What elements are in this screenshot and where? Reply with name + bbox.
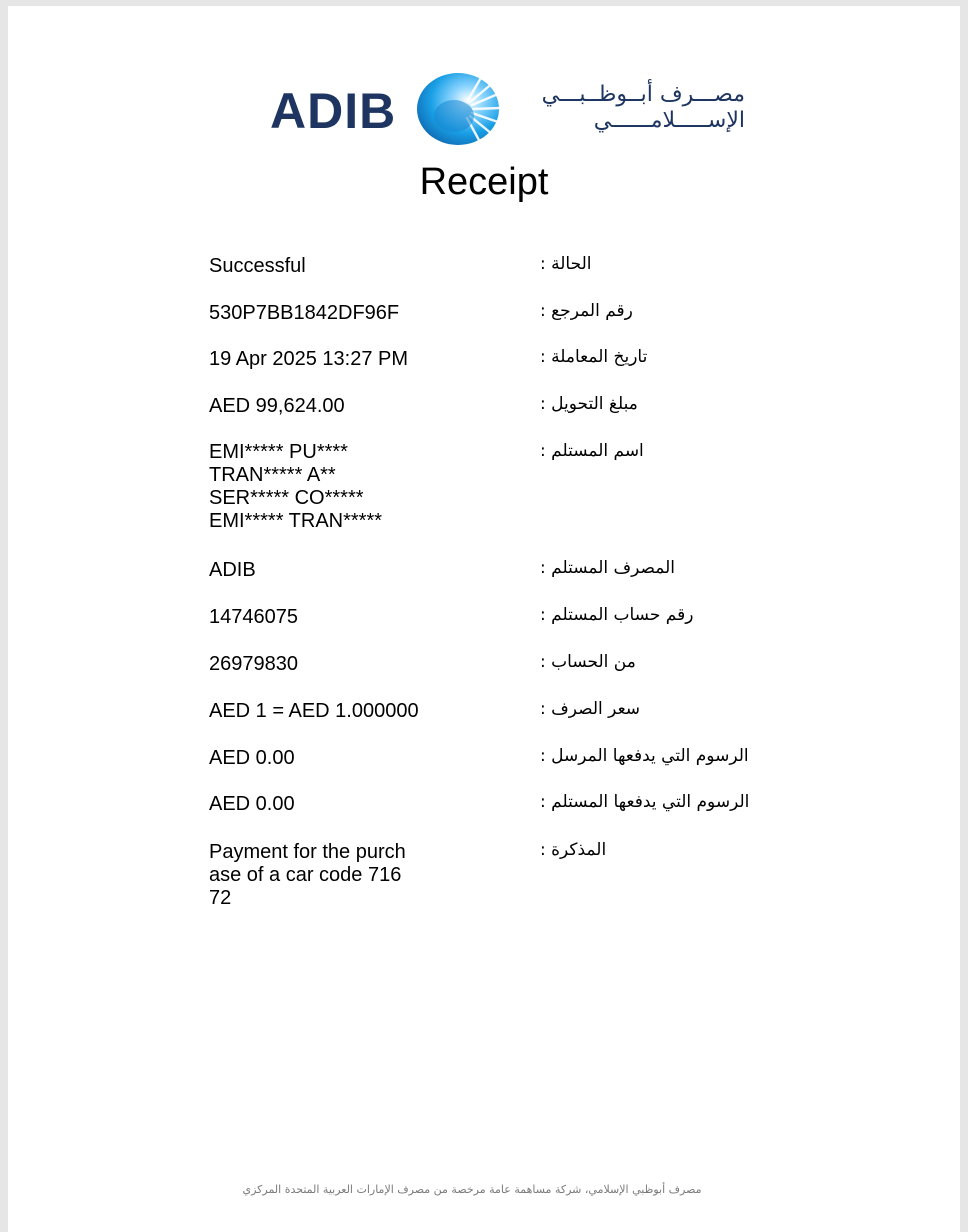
beneficiary-bank-value: ADIB (209, 559, 256, 581)
status-value: Successful (209, 255, 306, 277)
beneficiary-account-value: 14746075 (209, 606, 298, 628)
reference-value: 530P7BB1842DF96F (209, 302, 400, 324)
memo-label: المذكرة : (540, 840, 607, 860)
exchange-rate-label: سعر الصرف : (540, 699, 641, 719)
beneficiary-name-label: اسم المستلم : (540, 441, 644, 461)
receipt-title: Receipt (419, 161, 549, 203)
adib-logo-arabic (515, 82, 745, 134)
adib-logo-text: ADIB (270, 83, 397, 139)
from-account-label: من الحساب : (540, 652, 636, 672)
exchange-rate-value: AED 1 = AED 1.000000 (209, 700, 419, 722)
transfer-amount-value: AED 99,624.00 (209, 395, 345, 417)
logo-arabic-line1: مصـــرف أبــوظــبـــي (541, 82, 745, 107)
logo-arabic-line2: الإســـــلامــــــي (593, 108, 745, 133)
footer-disclaimer: مصرف أبوظبي الإسلامي، شركة مساهمة عامة مرخصة من مصرف الإمارات العربية المتحدة المركزي (242, 1183, 702, 1196)
transfer-amount-label: مبلغ التحويل : (540, 394, 638, 414)
sender-fees-label: الرسوم التي يدفعها المرسل : (540, 746, 749, 766)
beneficiary-fees-label: الرسوم التي يدفعها المستلم : (540, 792, 750, 812)
status-label: الحالة : (540, 254, 592, 274)
from-account-value: 26979830 (209, 653, 298, 675)
beneficiary-fees-value: AED 0.00 (209, 793, 295, 815)
memo-value: Payment for the purch ase of a car code 716 72 (209, 841, 406, 909)
beneficiary-bank-label: المصرف المستلم : (540, 558, 675, 578)
transaction-date-label: تاريخ المعاملة : (540, 347, 648, 367)
transaction-date-value: 19 Apr 2025 13:27 PM (209, 348, 409, 370)
sender-fees-value: AED 0.00 (209, 747, 295, 769)
reference-label: رقم المرجع : (540, 301, 633, 321)
adib-logo-icon (416, 72, 502, 146)
beneficiary-name-value: EMI***** PU**** TRAN***** A** SER***** CO***** EMI***** TRAN***** (209, 441, 383, 532)
beneficiary-account-label: رقم حساب المستلم : (540, 605, 694, 625)
